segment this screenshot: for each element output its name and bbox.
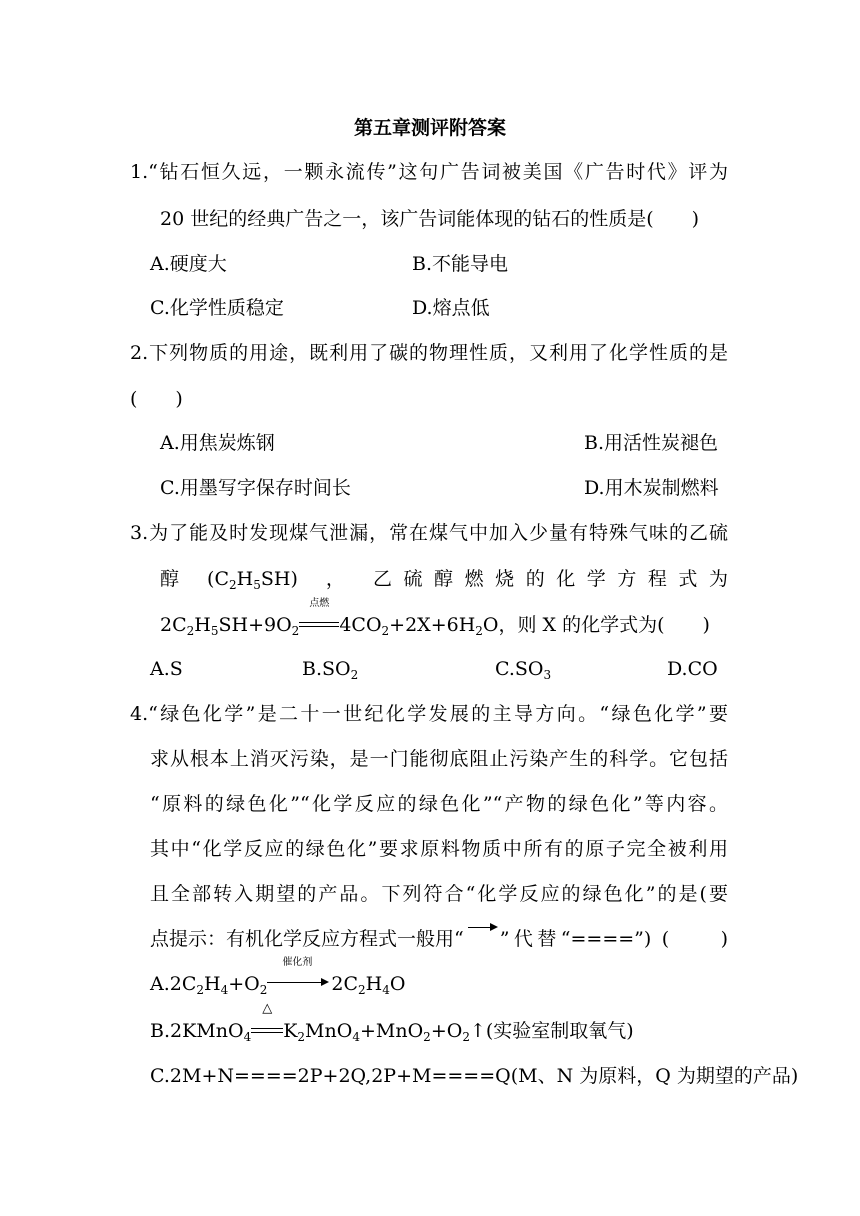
q3-stem-line2 (160, 567, 728, 591)
page-title: 第五章测评附答案 (353, 117, 506, 139)
q3-stem-line1: 3.为了能及时发现煤气泄漏，常在煤气中加入少量有特殊气味的乙硫 (130, 522, 728, 544)
q3-comma: ， (325, 568, 345, 590)
q4-option-b: B.2KMnO$_4$ △ $K_2MnO_4+MnO_2+O_2↑$(实验室制取氧气) (150, 1001, 634, 1044)
q3-option-b: $B.SO_2$ (302, 658, 359, 682)
q2-stem-line1: 2.下列物质的用途，既利用了碳的物理性质，又利用了化学性质的是 (130, 342, 728, 364)
q4-stem-line2: 求从根本上消灭污染，是一门能彻底阻止污染产生的科学。它包括 (150, 748, 728, 770)
ignite-condition: 点燃 (299, 613, 339, 637)
q3-equation: $2C_2H_5SH+9O_2$ 点燃 $4CO_2+2X+6H_2O$，则 X 的化学式为( ) (160, 598, 710, 638)
q3-formula-ethanethiol: $(C_2H_5SH)$ (207, 568, 298, 592)
q4-option-a: $A.2C_2H_4+O_2$ 催化剂 $2C_2H_4O$ (150, 957, 406, 997)
q4-stem-line6: 点提示：有机化学反应方程式一般用“ ”代替“====”) ( ) (150, 928, 728, 950)
q4-stem-line3: “原料的绿色化”“化学反应的绿色化”“产物的绿色化”等内容。 (150, 793, 728, 815)
q3-text-equation-intro: 乙硫醇燃烧的化学方程式为 (372, 568, 728, 590)
q1-option-b: B.不能导电 (412, 253, 509, 275)
reaction-arrow (468, 927, 496, 929)
q3-option-c: $C.SO_3$ (495, 658, 552, 682)
q2-option-d: D.用木炭制燃料 (584, 477, 719, 499)
q4-stem-line4: 其中“化学反应的绿色化”要求原料物质中所有的原子完全被利用 (150, 838, 728, 860)
heat-condition: △ (251, 1019, 283, 1043)
q1-stem-line2: 20 世纪的经典广告之一，该广告词能体现的钻石的性质是( ) (160, 208, 700, 230)
q2-option-c: C.用墨写字保存时间长 (160, 477, 351, 499)
q2-option-a: A.用焦炭炼钢 (160, 432, 275, 454)
q3-option-d: D.CO (667, 658, 718, 680)
q4-option-c: C.2M+N====2P+2Q,2P+M====Q(M、N 为原料，Q 为期望的产品) (150, 1065, 799, 1087)
q4-stem-line5: 且全部转入期望的产品。下列符合“化学反应的绿色化”的是(要 (150, 883, 728, 905)
q1-stem-line1: 1.“钻石恒久远，一颗永流传”这句广告词被美国《广告时代》评为 (130, 161, 728, 183)
catalyst-arrow: 催化剂 (267, 972, 327, 996)
q2-option-b: B.用活性炭褪色 (584, 432, 719, 454)
q1-option-d: D.熔点低 (412, 297, 490, 319)
q1-option-a: A.硬度大 (150, 253, 227, 275)
q3-text-chun: 醇 (160, 568, 180, 590)
q1-option-c: C.化学性质稳定 (150, 297, 284, 319)
q2-stem-line2: ( ) (130, 388, 183, 410)
q4-stem-line1: 4.“绿色化学”是二十一世纪化学发展的主导方向。“绿色化学”要 (130, 703, 728, 725)
q3-option-a: A.S (150, 658, 183, 680)
